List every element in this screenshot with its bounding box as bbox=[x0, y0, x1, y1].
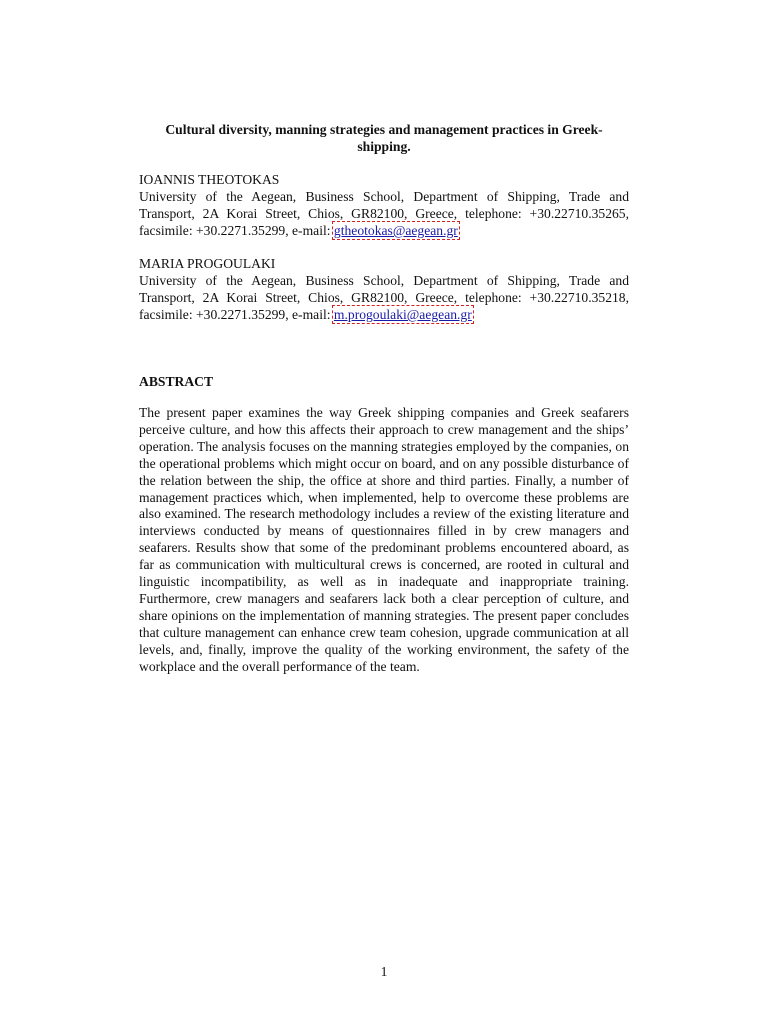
abstract-body: The present paper examines the way Greek shipping companies and Greek seafarers perceive culture, and how this affects their approach to crew management and the ships’ operation. The analysis focuses on the manning strategies employed by the companies, on the operational problems which might occur on board, and on any possible disturbance of the relation between the ship, the office at shore and third parties. Finally, a number of management practices which, when implemented, help to overcome these problems are also examined. The research methodology includes a review of the existing literature and interviews conducted by means of questionnaires filled in by crew managers and seafarers. Results show that some of the predominant problems encountered aboard, as far as communication with multicultural crews is concerned, are rooted in cultural and linguistic incompatibility, as well as in inadequate and inappropriate training. Furthermore, crew managers and seafarers lack both a clear perception of culture, and share opinions on the implementation of manning strategies. The present paper concludes that culture management can enhance crew team cohesion, upgrade communication at all levels, and, finally, improve the quality of the working environment, the safety of the workplace and the overall performance of the team. bbox=[139, 405, 629, 674]
affiliation-text: University of the Aegean, Business School, Department of Shipping, Trade and Transport, 2A Korai Street, Chios, GR82100, Greece, telephone: +30.22710.35218, facsimile: +30.2271.35299, e-mail: bbox=[139, 273, 629, 322]
page-number: 1 bbox=[380, 964, 388, 979]
abstract-heading: ABSTRACT bbox=[139, 374, 214, 389]
author-name: MARIA PROGOULAKI bbox=[139, 256, 276, 271]
author-affiliation bbox=[139, 272, 629, 323]
author-affiliation bbox=[139, 188, 629, 239]
author-block-2 bbox=[139, 255, 629, 323]
paper-title: Cultural diversity, manning strategies and management practices in Greek-shipping. bbox=[165, 122, 603, 154]
author-email-link[interactable]: m.progoulaki@aegean.gr bbox=[333, 307, 472, 322]
author-email-link[interactable]: gtheotokas@aegean.gr bbox=[333, 223, 458, 238]
author-block-1 bbox=[139, 171, 629, 239]
author-name: IOANNIS THEOTOKAS bbox=[139, 172, 280, 187]
affiliation-text: University of the Aegean, Business School, Department of Shipping, Trade and Transport, 2A Korai Street, Chios, GR82100, Greece, telephone: +30.22710.35265, facsimile: +30.2271.35299, e-mail: bbox=[139, 189, 629, 238]
